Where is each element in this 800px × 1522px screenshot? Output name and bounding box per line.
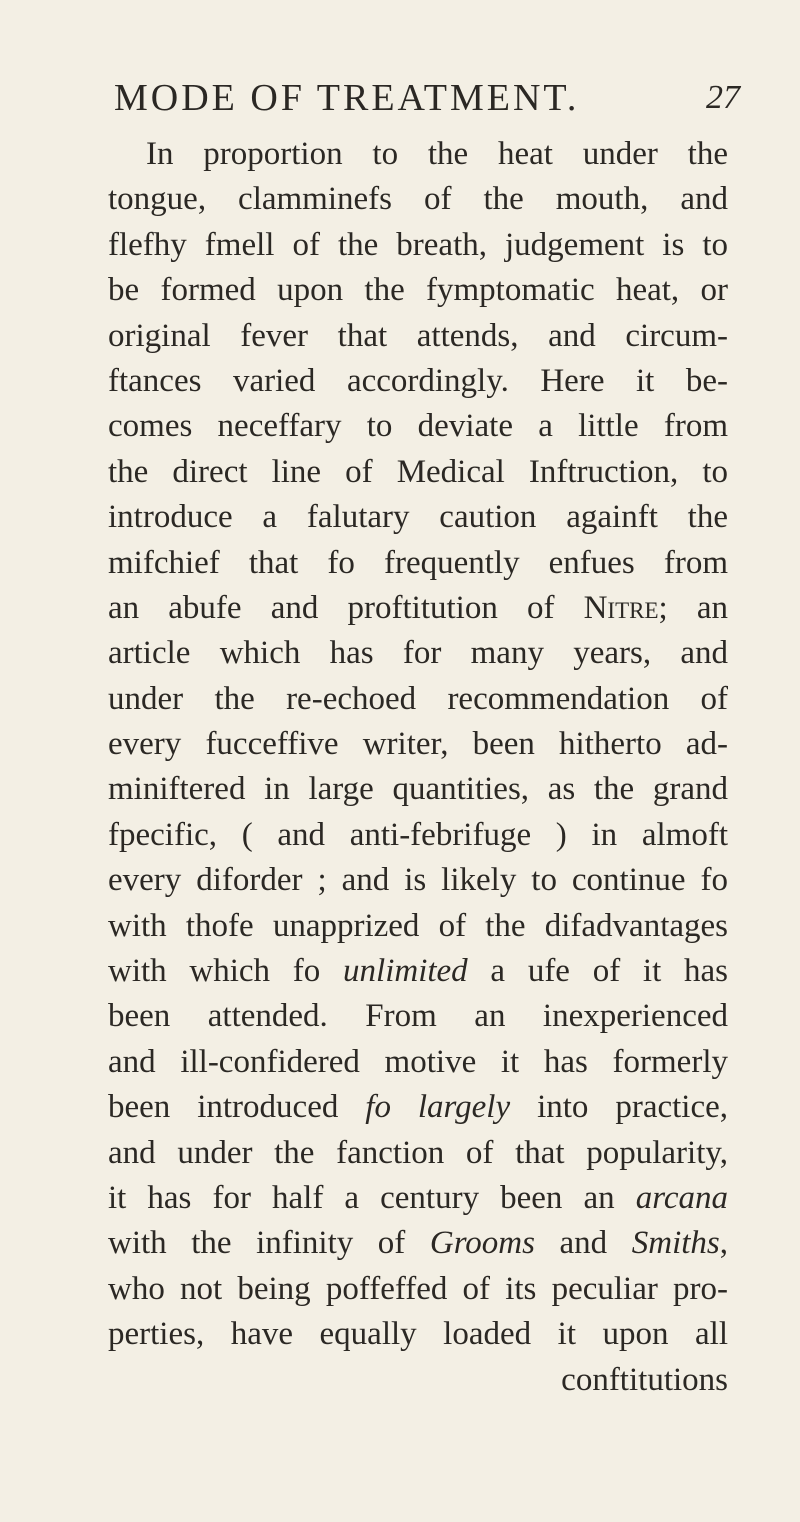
text-line: with which fo unlimited a ufe of it has [108, 953, 728, 990]
text-line: introduce a falutary caution againft the [108, 499, 728, 536]
text-line: under the re-echoed recommendation of [108, 680, 728, 717]
text-line: the direct line of Medical Inftruction, to [108, 453, 728, 490]
text-line: with thofe unapprized of the difadvantages [108, 907, 728, 944]
text-line: been introduced fo largely into practice, [108, 1089, 728, 1126]
italic-term: Grooms [429, 1225, 535, 1262]
text-line: original fever that attends, and circum- [108, 317, 728, 354]
text-line: who not being poffeffed of its peculiar pro- [108, 1270, 728, 1307]
running-head [114, 68, 740, 128]
text-line: it has for half a century been an arcana [108, 1179, 728, 1216]
catchword-line: conftitutions [561, 1361, 728, 1398]
italic-term: unlimited [343, 953, 468, 990]
text-line: article which has for many years, and [108, 635, 728, 672]
italic-term: Smiths [631, 1225, 720, 1262]
text-line: comes neceffary to deviate a little from [108, 408, 728, 445]
text-line: In proportion to the heat under the [146, 136, 728, 172]
page-number: 27 [706, 79, 740, 116]
text-line: mifchief that fo frequently enfues from [108, 544, 728, 581]
italic-term: fo largely [365, 1089, 511, 1126]
text-line: and under the fanction of that popularity, [108, 1134, 728, 1171]
text-line: every diforder ; and is likely to continue fo [108, 862, 728, 899]
body-paragraph [108, 132, 728, 1403]
text-line: flefhy fmell of the breath, judgement is to [108, 226, 728, 263]
italic-term: arcana [635, 1179, 728, 1216]
text-line: miniftered in large quantities, as the grand [108, 771, 728, 808]
text-line: every fucceffive writer, been hitherto ad- [108, 726, 728, 763]
chapter-title: MODE OF TREATMENT. [114, 77, 580, 119]
text-line: an abufe and proftitution of Nitre; an [108, 589, 728, 626]
small-caps-term: Nitre [583, 589, 659, 626]
text-line: ftances varied accordingly. Here it be- [108, 362, 728, 399]
text-line: fpecific, ( and anti-febrifuge ) in almoft [108, 816, 728, 853]
text-line: tongue, clamminefs of the mouth, and [108, 181, 728, 218]
text-line: been attended. From an inexperienced [108, 998, 728, 1035]
text-line: and ill-confidered motive it has formerly [108, 1043, 728, 1080]
text-line: perties, have equally loaded it upon all [108, 1316, 728, 1353]
text-line: with the infinity of Grooms and Smiths, [108, 1225, 729, 1262]
text-line: be formed upon the fymptomatic heat, or [108, 272, 728, 309]
